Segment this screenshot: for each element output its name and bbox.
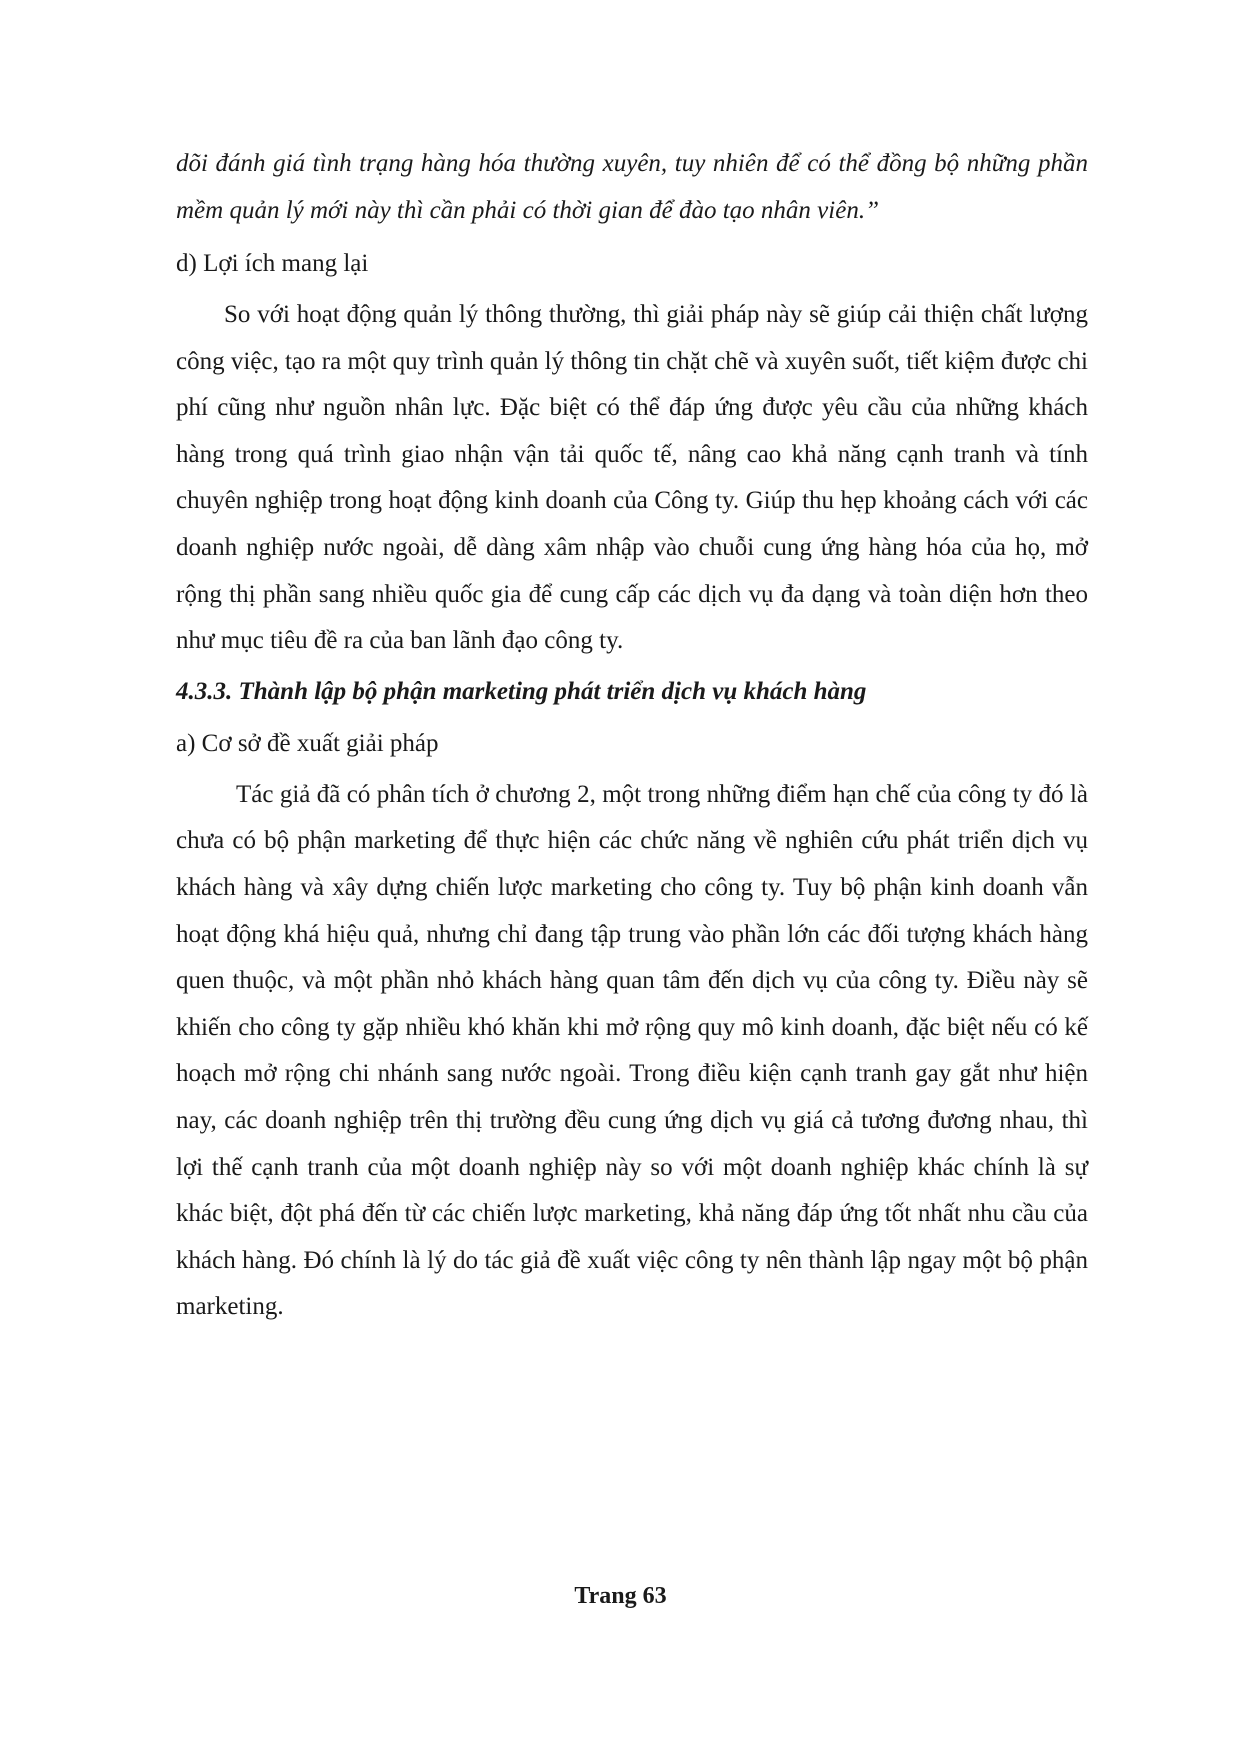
quote-continuation: dõi đánh giá tình trạng hàng hóa thường xuyên, tuy nhiên để có thể đồng bộ những phần mềm quản lý mới này thì cần phải có thời gian để đào tạo nhân viên.” [176,150,1088,224]
benefits-label: d) Lợi ích mang lại [176,250,369,277]
basis-label: a) Cơ sở đề xuất giải pháp [176,729,439,757]
benefits-paragraph: So với hoạt động quản lý thông thường, thì giải pháp này sẽ giúp cải thiện chất lượng công việc, tạo ra một quy trình quản lý thông tin chặt chẽ và xuyên suốt, tiết kiệm được chi phí cũng như nguồn nhân lực. Đặc biệt có thể đáp ứng được yêu cầu của những khách hàng trong quá trình giao nhận vận tải quốc tế, nâng cao khả năng cạnh tranh và tính chuyên nghiệp trong hoạt động kinh doanh của Công ty. Giúp thu hẹp khoảng cách với các doanh nghiệp nước ngoài, dễ dàng xâm nhập vào chuỗi cung ứng hàng hóa của họ, mở rộng thị phần sang nhiều quốc gia để cung cấp các dịch vụ đa dạng và toàn diện hơn theo như mục tiêu đề ra của ban lãnh đạo công ty. [176,301,1088,655]
basis-paragraph: Tác giả đã có phân tích ở chương 2, một trong những điểm hạn chế của công ty đó là chưa có bộ phận marketing để thực hiện các chức năng về nghiên cứu phát triển dịch vụ khách hàng và xây dựng chiến lược marketing cho công ty. Tuy bộ phận kinh doanh vẫn hoạt động khá hiệu quả, nhưng chỉ đang tập trung vào phần lớn các đối tượng khách hàng quen thuộc, và một phần nhỏ khách hàng quan tâm đến dịch vụ của công ty. Điều này sẽ khiến cho công ty gặp nhiều khó khăn khi mở rộng quy mô kinh doanh, đặc biệt nếu có kế hoạch mở rộng chi nhánh sang nước ngoài. Trong điều kiện cạnh tranh gay gắt như hiện nay, các doanh nghiệp trên thị trường đều cung ứng dịch vụ giá cả tương đương nhau, thì lợi thế cạnh tranh của một doanh nghiệp này so với một doanh nghiệp khác chính là sự khác biệt, đột phá đến từ các chiến lược marketing, khả năng đáp ứng tốt nhất nhu cầu của khách hàng. Đó chính là lý do tác giả đề xuất việc công ty nên thành lập ngay một bộ phận marketing. [176,780,1088,1321]
page-number: Trang 63 [574,1583,667,1609]
page-content [176,140,1088,1331]
section-heading: 4.3.3. Thành lập bộ phận marketing phát triển dịch vụ khách hàng [176,677,867,705]
